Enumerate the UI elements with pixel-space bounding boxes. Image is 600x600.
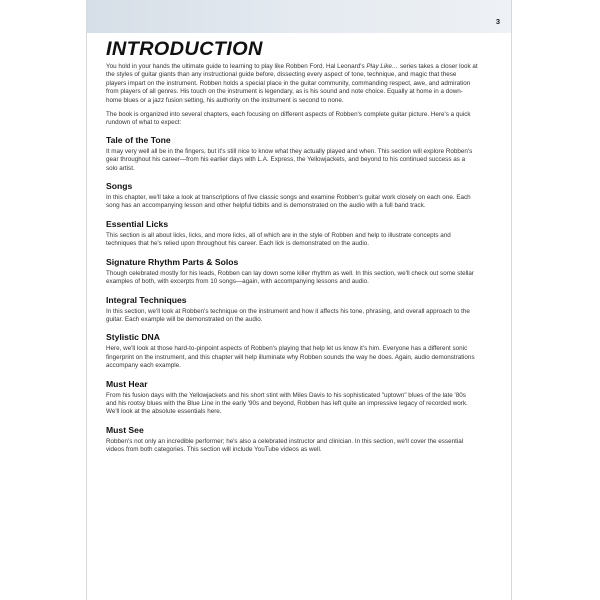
header-band bbox=[87, 0, 511, 33]
section-signature-rhythm-parts bbox=[106, 258, 478, 287]
section-tale-of-the-tone bbox=[106, 136, 478, 173]
section-must-hear bbox=[106, 380, 478, 417]
section-heading: Signature Rhythm Parts & Solos bbox=[106, 256, 239, 267]
page-content bbox=[106, 40, 478, 455]
section-stylistic-dna bbox=[106, 333, 478, 370]
book-page bbox=[86, 0, 512, 600]
section-body: Here, we'll look at those hard-to-pinpoint aspects of Robben's playing that help let us know it's him. Everyone has a different sonic fingerprint on the instrument, and this chapter will help illuminate why Robben sounds the way he does. Again, audio demonstrations accompany each example. bbox=[106, 345, 475, 370]
section-songs bbox=[106, 182, 478, 211]
page-title: INTRODUCTION bbox=[106, 39, 263, 60]
section-heading: Must See bbox=[106, 424, 144, 435]
section-body: It may very well all be in the fingers, but it's still nice to know what they actually played and when. This section will explore Robben's gear throughout his career—from his earlier days with L.A. Express, the Yellowjackets, and beyond to his continued success as a solo artist. bbox=[106, 147, 473, 172]
section-integral-techniques bbox=[106, 296, 478, 325]
section-must-see bbox=[106, 426, 478, 455]
section-body: In this section, we'll look at Robben's technique on the instrument and how it affects his tone, phrasing, and overall approach to the guitar. Each example will be demonstrated on the audio. bbox=[106, 307, 470, 323]
section-heading: Tale of the Tone bbox=[106, 134, 171, 145]
section-body: From his fusion days with the Yellowjackets and his short stint with Miles Davis to his sophisticated "uptown" blues of the late '80s and his rootsy blues with the Blue Line in the early '90s and beyond, Robben has left quite an impressive legacy of recorded work. We'll look at the absolute essentials here. bbox=[106, 391, 468, 416]
section-body: This section is all about licks, licks, and more licks, all of which are in the style of Robben and help to illustrate concepts and techniques that he's relied upon throughout his career. Each lick is demonstrated on the audio. bbox=[106, 231, 451, 248]
intro-text-start: You hold in your hands the ultimate guide to learning to play like Robben Ford. Hal Leonard's bbox=[106, 63, 367, 70]
section-heading: Stylistic DNA bbox=[106, 332, 160, 343]
intro-paragraph-1 bbox=[106, 63, 478, 105]
section-body: Robben's not only an incredible performer; he's also a celebrated instructor and clinician. In this section, we'll cover the essential videos from both categories. This section will include YouTube videos as well. bbox=[106, 437, 464, 454]
section-heading: Essential Licks bbox=[106, 218, 169, 229]
page-number: 3 bbox=[495, 17, 500, 26]
intro-text-end: series takes a closer look at the styles of guitar giants than any instructional guide before, dissecting every aspect of tone, technique, and magic that these players impart on the instrument. Robben holds a special place in the guitar community, commanding respect, awe, and admiration from players of all genres. His touch on the instrument is legendary, as is his sound and note choice. Equally at home in a down-home blues or a jazz fusion setting, his authority on the instrument is second to none. bbox=[106, 63, 478, 104]
section-heading: Songs bbox=[106, 181, 133, 192]
section-heading: Integral Techniques bbox=[106, 294, 187, 305]
section-essential-licks bbox=[106, 220, 478, 249]
intro-paragraph-2: The book is organized into several chapters, each focusing on different aspects of Robben's complete guitar picture. Here's a quick rundown of what to expect: bbox=[106, 111, 471, 127]
section-body: In this chapter, we'll take a look at transcriptions of five classic songs and examine Robben's guitar work closely on each one. Each song has an accompanying lesson and other helpful tidbits and is demonstrated on the audio with a full band track. bbox=[106, 194, 471, 210]
section-heading: Must Hear bbox=[106, 378, 148, 389]
series-name: Play Like… bbox=[366, 63, 399, 70]
section-body: Though celebrated mostly for his leads, Robben can lay down some killer rhythm as well. In this section, we'll check out some stellar examples of both, with excerpts from 10 songs—again, with accompanying lessons and audio. bbox=[106, 269, 474, 286]
